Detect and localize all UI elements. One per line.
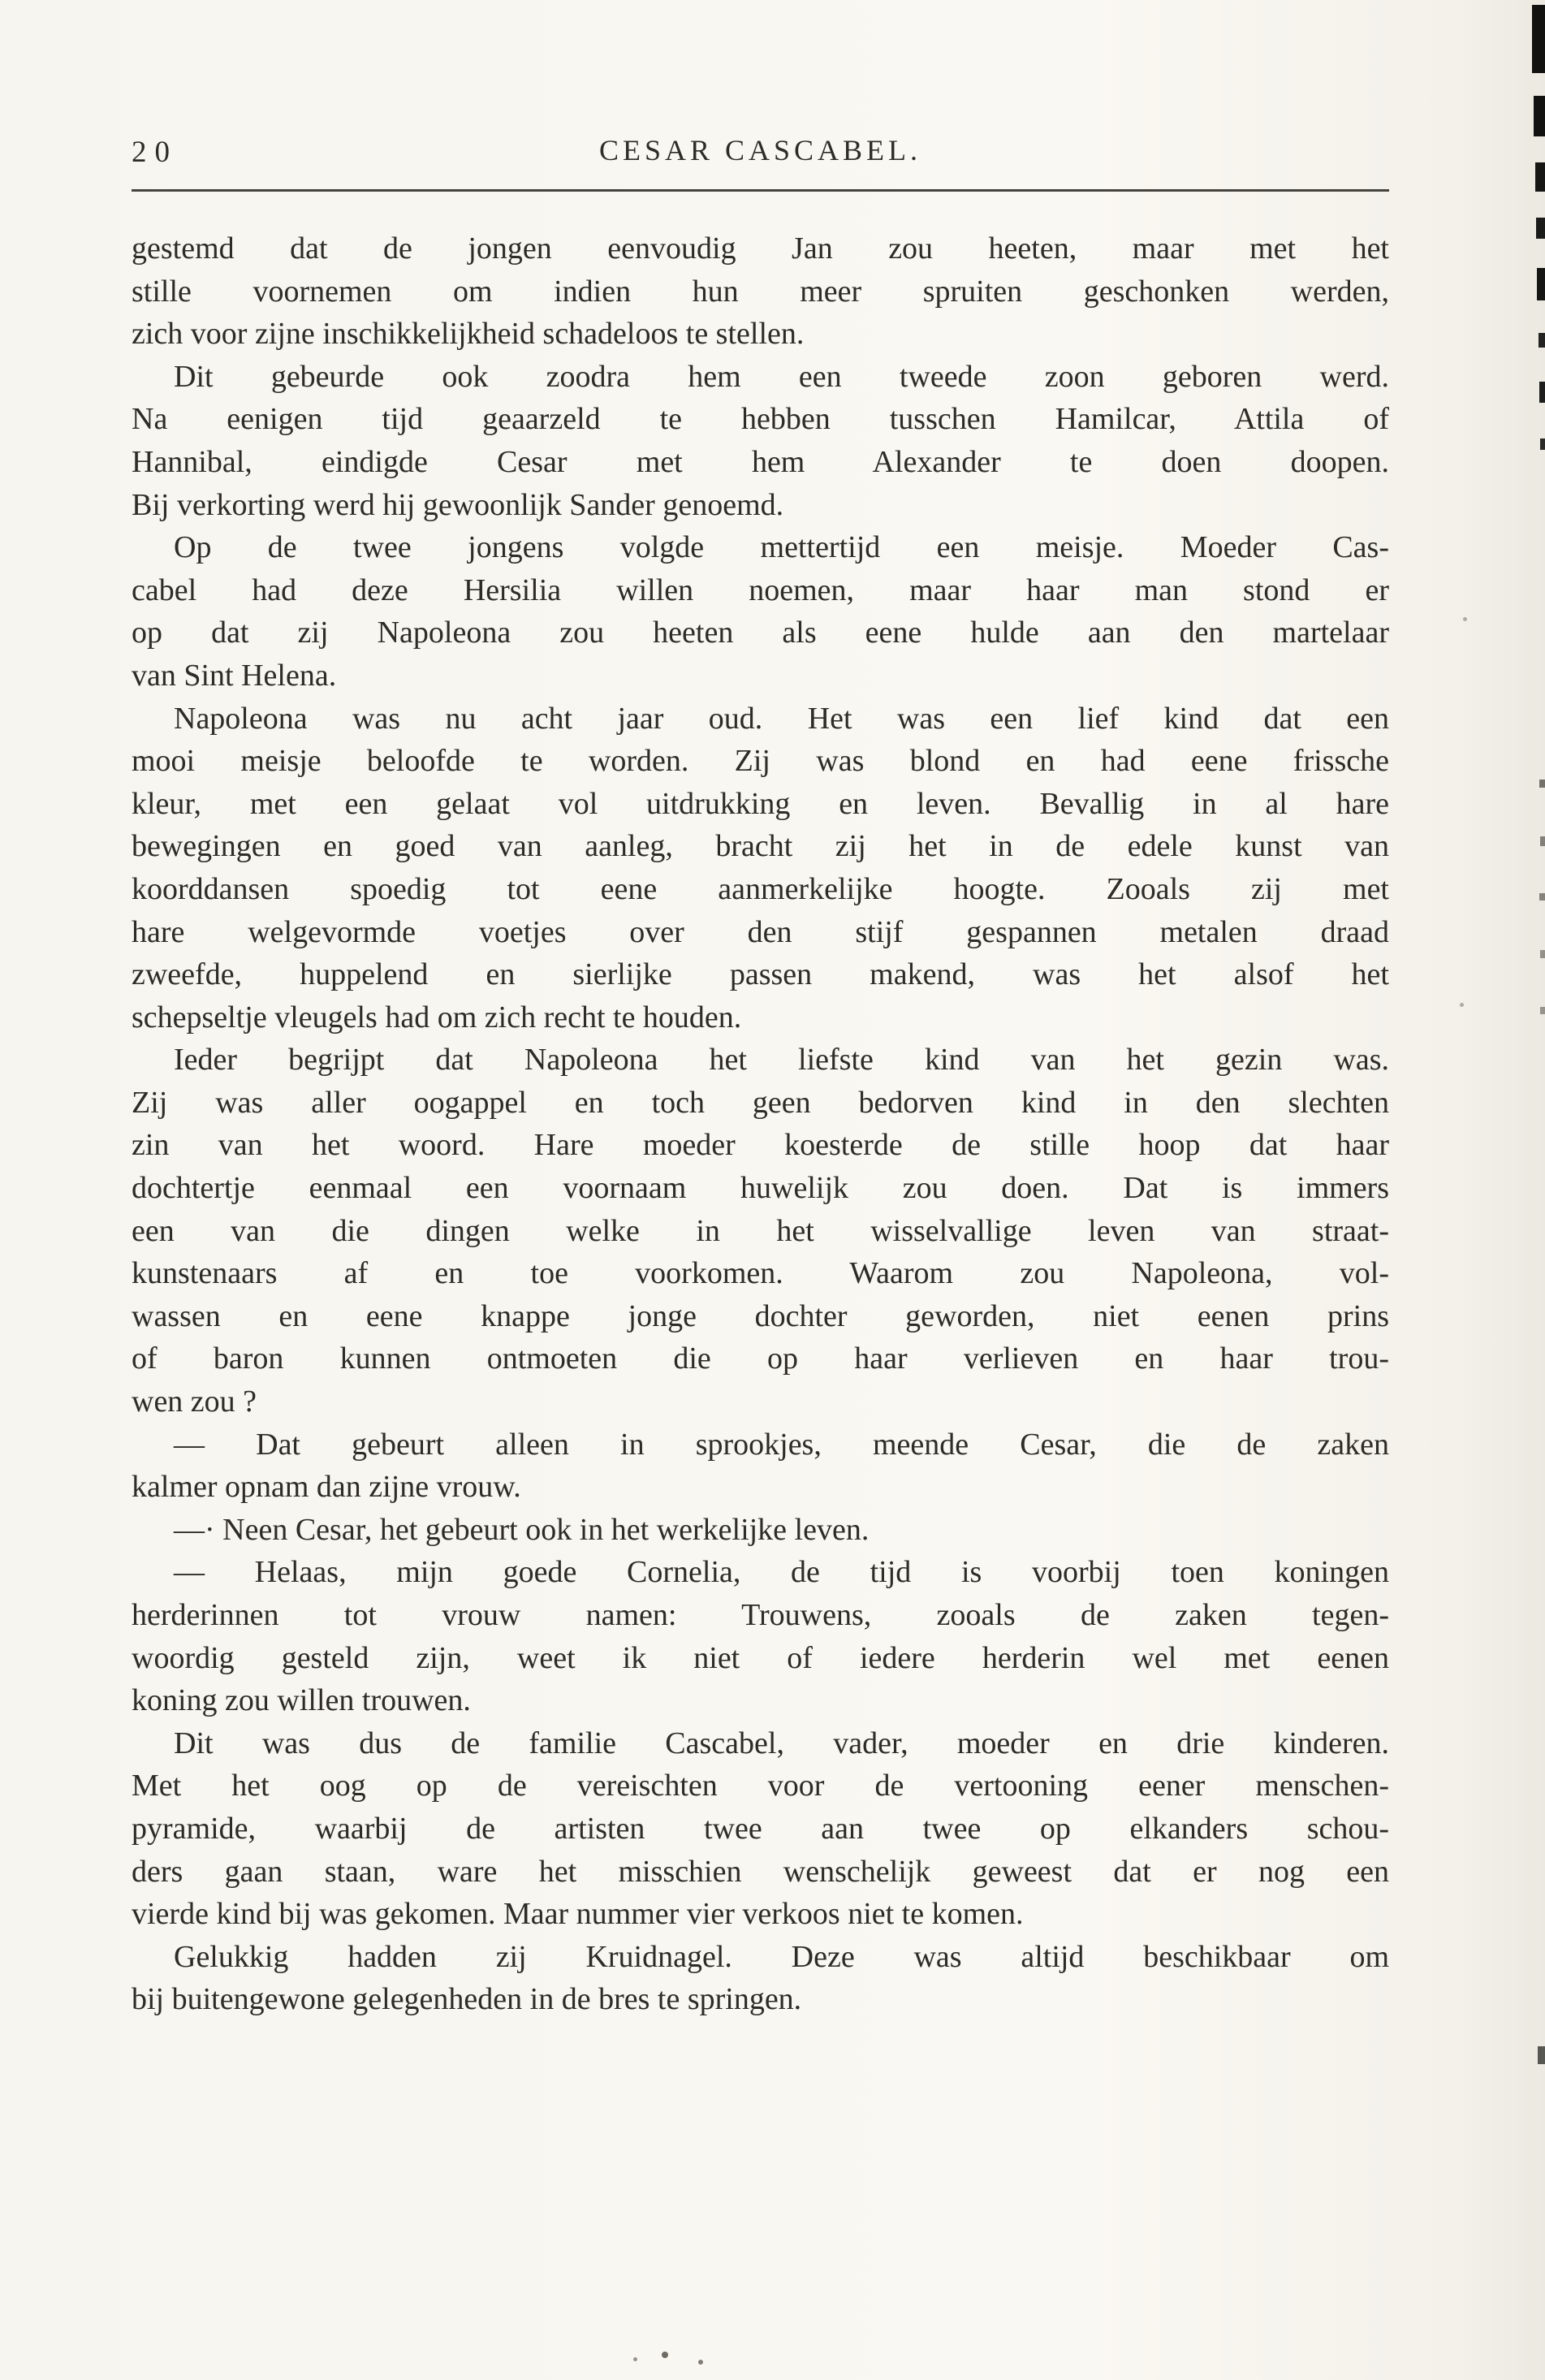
text-line: Na eenigen tijd geaarzeld te hebben tusschen Hamilcar, Attila of (132, 402, 1389, 437)
text-line: Dit was dus de familie Cascabel, vader, moeder en drie kinderen. (174, 1726, 1389, 1760)
text-line: bij buitengewone gelegenheden in de bres te springen. (132, 1982, 802, 2017)
scan-artifact (1540, 836, 1545, 846)
scan-artifact (1539, 333, 1545, 348)
text-line: vierde kind bij was gekomen. Maar nummer vier verkoos niet te komen. (132, 1897, 1024, 1932)
scan-artifact (1532, 5, 1545, 73)
scan-artifact (1460, 1003, 1464, 1007)
text-line: — Helaas, mijn goede Cornelia, de tijd is voorbij toen koningen (174, 1555, 1389, 1590)
text-line: Zij was aller oogappel en toch geen bedorven kind in den slechten (132, 1085, 1389, 1120)
paragraph (132, 526, 1389, 697)
text-line: gestemd dat de jongen eenvoudig Jan zou heeten, maar met het (132, 231, 1389, 266)
text-line: wen zou ? (132, 1384, 257, 1419)
text-line: Ieder begrijpt dat Napoleona het liefste kind van het gezin was. (174, 1043, 1389, 1078)
scan-artifact (1540, 438, 1545, 450)
text-line: pyramide, waarbij de artisten twee aan twee op elkanders schou- (132, 1811, 1389, 1846)
paragraph (132, 698, 1389, 1039)
text-line: Bij verkorting werd hij gewoonlijk Sander genoemd. (132, 487, 784, 522)
scan-artifact (698, 2360, 703, 2365)
scan-artifact (1537, 268, 1545, 300)
page-body (132, 227, 1389, 2021)
paragraph (132, 227, 1389, 356)
paragraph (132, 1039, 1389, 1423)
text-line: — Dat gebeurt alleen in sprookjes, meende Cesar, die de zaken (174, 1427, 1389, 1462)
text-line: Dit gebeurde ook zoodra hem een tweede zoon geboren werd. (174, 359, 1389, 394)
text-line: —· Neen Cesar, het gebeurt ook in het werkelijke leven. (174, 1512, 870, 1547)
scan-artifact (1538, 2046, 1545, 2064)
text-line: stille voornemen om indien hun meer spruiten geschonken werden, (132, 274, 1389, 309)
scan-artifact (1536, 218, 1545, 239)
text-line: of baron kunnen ontmoeten die op haar verlieven en haar trou- (132, 1341, 1389, 1376)
text-line: Napoleona was nu acht jaar oud. Het was een lief kind dat een (174, 701, 1389, 736)
text-line: woordig gesteld zijn, weet ik niet of iedere herderin wel met eenen (132, 1640, 1389, 1675)
text-line: zweefde, huppelend en sierlijke passen makend, was het alsof het (132, 957, 1389, 992)
text-line: bewegingen en goed van aanleg, bracht zij het in de edele kunst van (132, 829, 1389, 864)
paragraph (132, 1936, 1389, 2021)
text-line: koning zou willen trouwen. (132, 1683, 471, 1718)
text-line: cabel had deze Hersilia willen noemen, maar haar man stond er (132, 572, 1389, 607)
scan-artifact (1539, 382, 1545, 403)
header-rule (132, 189, 1389, 192)
paragraph (132, 1509, 1389, 1552)
scan-artifact (1540, 1007, 1545, 1014)
scan-artifact (633, 2357, 637, 2361)
page-number: 20 (132, 136, 178, 169)
text-line: koorddansen spoedig tot eene aanmerkelijke hoogte. Zooals zij met (132, 871, 1389, 906)
text-line: zich voor zijne inschikkelijkheid schadeloos te stellen. (132, 317, 805, 352)
page-header (132, 133, 1389, 175)
text-line: wassen en eene knappe jonge dochter geworden, niet eenen prins (132, 1298, 1389, 1333)
text-line: hare welgevormde voetjes over den stijf gespannen metalen draad (132, 914, 1389, 949)
text-line: ders gaan staan, ware het misschien wenschelijk geweest dat er nog een (132, 1854, 1389, 1889)
text-line: dochtertje eenmaal een voornaam huwelijk zou doen. Dat is immers (132, 1171, 1389, 1206)
text-line: herderinnen tot vrouw namen: Trouwens, zooals de zaken tegen- (132, 1598, 1389, 1632)
scan-artifact (1534, 96, 1545, 136)
scan-artifact (1463, 617, 1467, 621)
text-line: kleur, met een gelaat vol uitdrukking en leven. Bevallig in al hare (132, 786, 1389, 821)
text-line: Op de twee jongens volgde mettertijd een meisje. Moeder Cas- (174, 530, 1389, 565)
paragraph (132, 1551, 1389, 1721)
text-line: mooi meisje beloofde te worden. Zij was blond en had eene frissche (132, 744, 1389, 779)
text-line: Met het oog op de vereischten voor de vertooning eener menschen- (132, 1769, 1389, 1803)
text-line: Hannibal, eindigde Cesar met hem Alexander te doen doopen. (132, 444, 1389, 479)
scan-artifact (1540, 950, 1545, 958)
scan-artifact (1539, 893, 1545, 901)
text-line: op dat zij Napoleona zou heeten als eene hulde aan den martelaar (132, 616, 1389, 650)
text-line: kalmer opnam dan zijne vrouw. (132, 1470, 521, 1505)
scan-artifact (1539, 780, 1545, 788)
text-line: zin van het woord. Hare moeder koesterde de stille hoop dat haar (132, 1128, 1389, 1163)
running-title: CESAR CASCABEL. (598, 134, 922, 166)
text-line: Gelukkig hadden zij Kruidnagel. Deze was altijd beschikbaar om (174, 1939, 1389, 1974)
text-line: schepseltje vleugels had om zich recht te houden. (132, 1000, 742, 1035)
text-line: van Sint Helena. (132, 658, 337, 693)
text-line: een van die dingen welke in het wisselvallige leven van straat- (132, 1213, 1389, 1248)
scan-artifact (662, 2352, 668, 2358)
paragraph (132, 356, 1389, 526)
text-line: kunstenaars af en toe voorkomen. Waarom zou Napoleona, vol- (132, 1256, 1389, 1291)
paragraph (132, 1423, 1389, 1509)
paragraph (132, 1722, 1389, 1936)
scan-artifact (1535, 162, 1545, 192)
